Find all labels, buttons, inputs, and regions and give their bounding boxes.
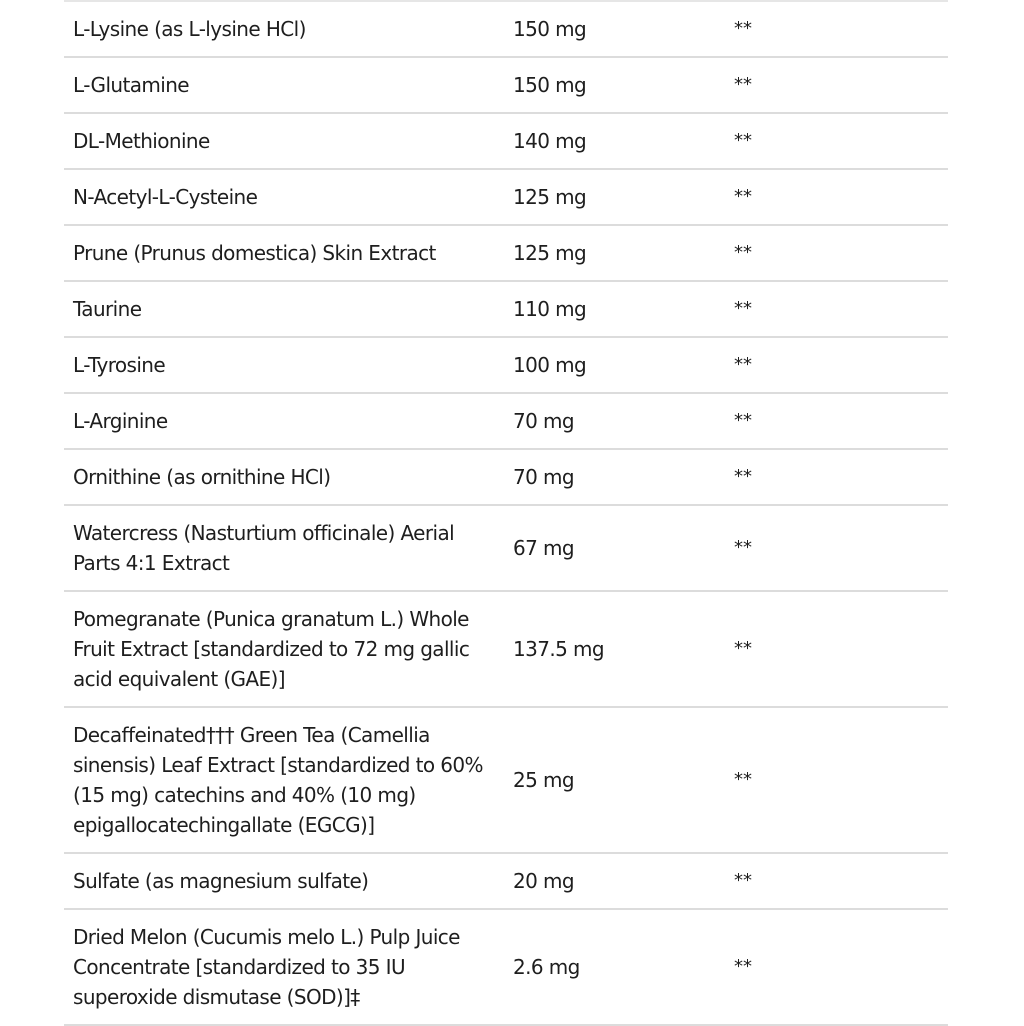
table-row bbox=[64, 591, 948, 707]
ingredient-amount: 100 mg bbox=[504, 337, 724, 393]
ingredient-name: Prune (Prunus domestica) Skin Extract bbox=[64, 225, 504, 281]
daily-value: ** bbox=[724, 57, 948, 113]
table-row bbox=[64, 57, 948, 113]
table-row bbox=[64, 113, 948, 169]
ingredient-name: Pomegranate (Punica granatum L.) Whole Fruit Extract [standardized to 72 mg gallic acid equivalent (GAE)] bbox=[64, 591, 504, 707]
daily-value: ** bbox=[724, 337, 948, 393]
daily-value: ** bbox=[724, 169, 948, 225]
daily-value: ** bbox=[724, 1, 948, 57]
table-row bbox=[64, 853, 948, 909]
table-row bbox=[64, 449, 948, 505]
daily-value: ** bbox=[724, 591, 948, 707]
ingredient-name: Watercress (Nasturtium officinale) Aerial Parts 4:1 Extract bbox=[64, 505, 504, 591]
table-row bbox=[64, 225, 948, 281]
daily-value: ** bbox=[724, 853, 948, 909]
ingredient-name: N-Acetyl-L-Cysteine bbox=[64, 169, 504, 225]
ingredient-name: Decaffeinated††† Green Tea (Camellia sinensis) Leaf Extract [standardized to 60% (15 mg) catechins and 40% (10 mg) epigallocatechingallate (EGCG)] bbox=[64, 707, 504, 853]
ingredient-name: Ornithine (as ornithine HCl) bbox=[64, 449, 504, 505]
table-row bbox=[64, 337, 948, 393]
daily-value: ** bbox=[724, 281, 948, 337]
table-row bbox=[64, 393, 948, 449]
ingredient-amount: 20 mg bbox=[504, 853, 724, 909]
daily-value: ** bbox=[724, 505, 948, 591]
ingredient-name: L-Tyrosine bbox=[64, 337, 504, 393]
ingredient-amount: 150 mg bbox=[504, 1, 724, 57]
daily-value: ** bbox=[724, 393, 948, 449]
daily-value: ** bbox=[724, 909, 948, 1025]
daily-value: ** bbox=[724, 113, 948, 169]
ingredient-name: L-Lysine (as L-lysine HCl) bbox=[64, 1, 504, 57]
ingredient-amount: 2.6 mg bbox=[504, 909, 724, 1025]
ingredient-name: L-Glutamine bbox=[64, 57, 504, 113]
table-row bbox=[64, 505, 948, 591]
ingredient-amount: 125 mg bbox=[504, 169, 724, 225]
daily-value: ** bbox=[724, 225, 948, 281]
ingredient-name: Dried Melon (Cucumis melo L.) Pulp Juice Concentrate [standardized to 35 IU superoxide dismutase (SOD)]‡ bbox=[64, 909, 504, 1025]
ingredient-amount: 110 mg bbox=[504, 281, 724, 337]
ingredient-name: Sulfate (as magnesium sulfate) bbox=[64, 853, 504, 909]
ingredient-amount: 67 mg bbox=[504, 505, 724, 591]
table-row bbox=[64, 169, 948, 225]
ingredient-amount: 137.5 mg bbox=[504, 591, 724, 707]
ingredient-amount: 70 mg bbox=[504, 449, 724, 505]
table-row bbox=[64, 281, 948, 337]
ingredient-amount: 125 mg bbox=[504, 225, 724, 281]
ingredient-amount: 70 mg bbox=[504, 393, 724, 449]
ingredient-amount: 25 mg bbox=[504, 707, 724, 853]
supplement-facts-table bbox=[64, 0, 948, 1026]
table-row bbox=[64, 1, 948, 57]
table-row bbox=[64, 707, 948, 853]
daily-value: ** bbox=[724, 707, 948, 853]
ingredient-name: DL-Methionine bbox=[64, 113, 504, 169]
table-row bbox=[64, 909, 948, 1025]
daily-value: ** bbox=[724, 449, 948, 505]
ingredient-amount: 150 mg bbox=[504, 57, 724, 113]
ingredient-name: Taurine bbox=[64, 281, 504, 337]
supplement-facts-body bbox=[64, 1, 948, 1025]
ingredient-name: L-Arginine bbox=[64, 393, 504, 449]
ingredient-amount: 140 mg bbox=[504, 113, 724, 169]
